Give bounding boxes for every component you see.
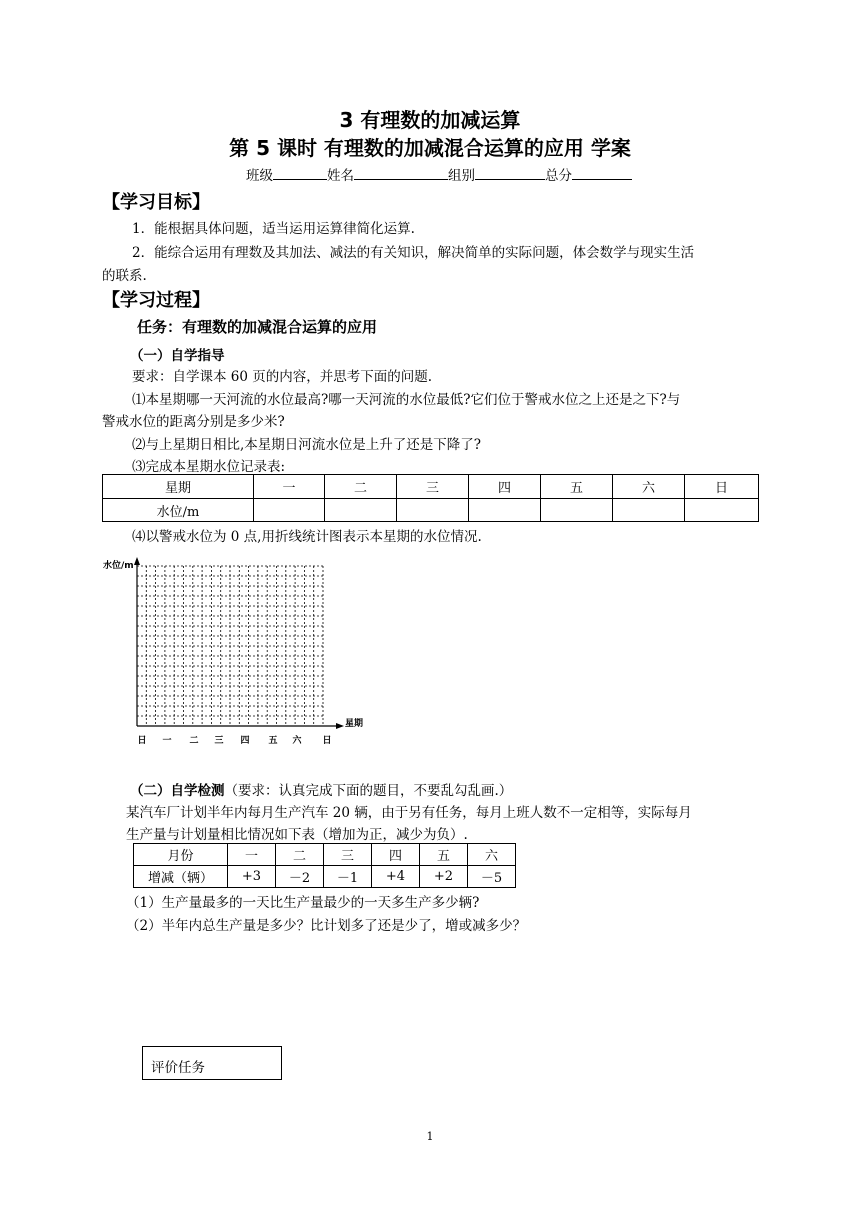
water-level-table [102,474,759,522]
group-blank[interactable] [475,165,545,180]
empty-cell[interactable] [541,499,613,522]
empty-cell[interactable] [469,499,541,522]
question-2: ⑵与上星期日相比,本星期日河流水位是上升了还是下降了? [132,437,482,453]
x-tick-label: 六 [292,736,302,746]
check-line [130,779,512,799]
empty-cell[interactable] [325,499,397,522]
evaluation-label: 评价任务 [151,1060,205,1076]
check-question-1: （1）生产量最多的一天比生产量最少的一天多生产多少辆? [126,895,480,911]
group-label: 组别 [448,168,475,184]
guide-title: （一）自学指导 [130,348,225,364]
x-tick-label: 一 [162,736,172,746]
table-cell: 六 [468,844,516,866]
x-axis-label: 星期 [345,719,364,729]
page-number: 1 [426,1130,434,1143]
table-cell: 日 [685,475,759,499]
question-4: ⑷以警戒水位为 0 点,用折线统计图表示本星期的水位情况. [132,529,482,545]
production-table [133,843,516,888]
table-row-label: 水位/m [103,499,254,522]
check-question-2: （2）半年内总生产量是多少？比计划多了还是少了，增或减多少？ [126,918,527,934]
table-cell: +4 [372,866,420,888]
table-cell: 四 [469,475,541,499]
check-paragraph-1: 某汽车厂计划半年内每月生产汽车 20 辆，由于另有任务，每月上班人数不一定相等，实际每月 [126,805,692,821]
x-axis-arrow [336,723,344,729]
table-cell: 月份 [134,844,228,866]
table-cell: 五 [541,475,613,499]
question-3: ⑶完成本星期水位记录表: [132,459,286,475]
info-line [246,164,632,184]
x-tick-label: 二 [189,736,199,746]
table-cell: +3 [228,866,276,888]
name-blank[interactable] [354,165,448,180]
table-cell: 三 [324,844,372,866]
table-cell: －5 [468,866,516,888]
table-cell: 四 [372,844,420,866]
table-cell: 一 [254,475,325,499]
evaluation-box [142,1046,282,1080]
class-label: 班级 [246,168,273,184]
x-tick-label: 四 [240,736,250,746]
x-tick-label: 日 [137,736,147,746]
check-requirement: （要求：认真完成下面的题目，不要乱勾乱画.） [224,783,513,799]
goal-item-2a: 2．能综合运用有理数及其加法、减法的有关知识，解决简单的实际问题，体会数学与现实生活 [132,245,695,261]
title-line-2: 第 5 课时 有理数的加减混合运算的应用 学案 [229,136,631,160]
empty-cell[interactable] [397,499,469,522]
table-cell: 六 [613,475,685,499]
table-cell: 三 [397,475,469,499]
x-tick-label: 日 [322,736,332,746]
table-cell: 五 [420,844,468,866]
goal-item-1: 1．能根据具体问题，适当运用运算律简化运算. [132,221,415,237]
name-label: 姓名 [327,168,354,184]
table-cell: 一 [228,844,276,866]
table-cell: 二 [276,844,324,866]
goal-item-2b: 的联系. [102,268,147,284]
table-cell: 二 [325,475,397,499]
blank-grid-chart [95,550,385,750]
table-cell: －1 [324,866,372,888]
task-title: 任务：有理数的加减混合运算的应用 [137,318,378,336]
guide-requirement: 要求：自学课本 60 页的内容，并思考下面的问题. [132,369,433,385]
empty-cell[interactable] [254,499,325,522]
table-cell: 增减（辆） [134,866,228,888]
table-cell: －2 [276,866,324,888]
goals-heading: 【学习目标】 [102,192,210,213]
score-label: 总分 [545,168,572,184]
empty-cell[interactable] [685,499,759,522]
question-1a: ⑴本星期哪一天河流的水位最高?哪一天河流的水位最低?它们位于警戒水位之上还是之下?与 [132,392,681,408]
score-blank[interactable] [572,165,632,180]
x-tick-label: 五 [268,736,278,746]
check-paragraph-2: 生产量与计划量相比情况如下表（增加为正，减少为负）. [126,827,468,843]
question-1b: 警戒水位的距离分别是多少米? [102,414,285,430]
y-axis-label: 水位/m [103,561,134,571]
table-cell: +2 [420,866,468,888]
empty-cell[interactable] [613,499,685,522]
title-line-1: 3 有理数的加减运算 [339,108,521,132]
class-blank[interactable] [273,165,327,180]
check-heading: （二）自学检测 [130,783,225,799]
table-cell: 星期 [103,475,254,499]
x-tick-label: 三 [214,736,224,746]
process-heading: 【学习过程】 [102,290,210,311]
y-axis-arrow [134,557,140,565]
